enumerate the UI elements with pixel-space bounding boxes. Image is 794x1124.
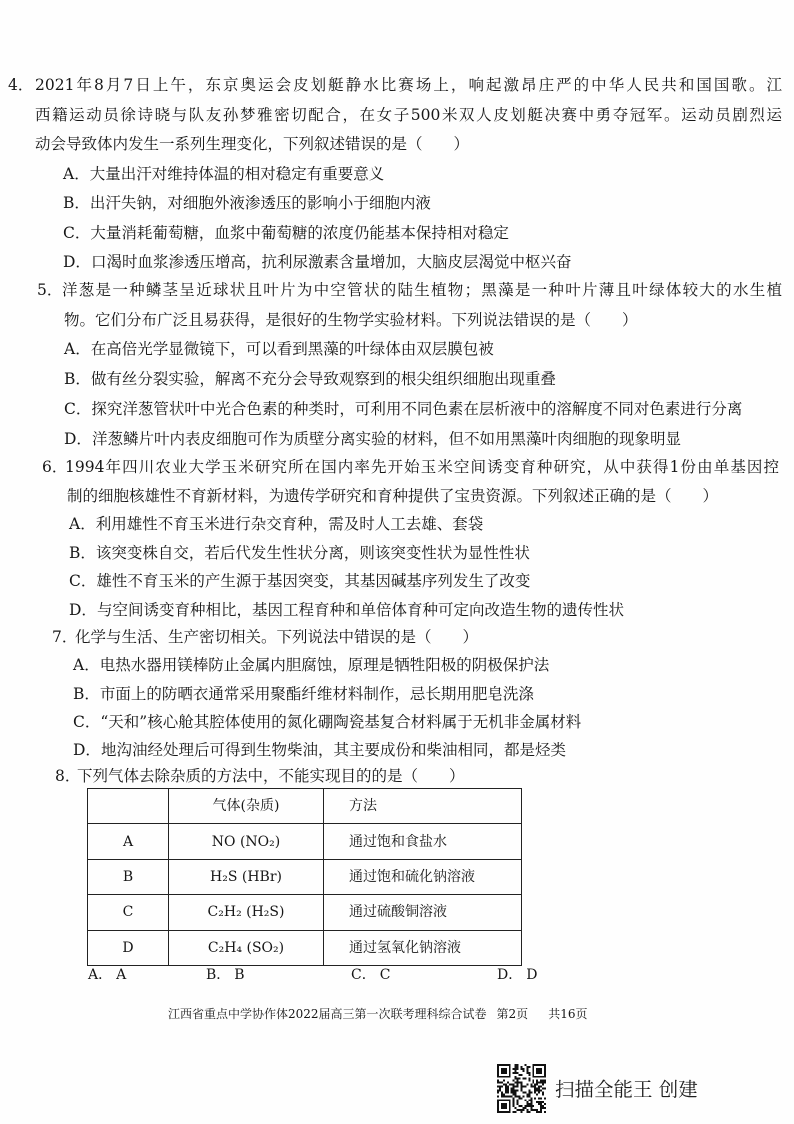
table-row — [88, 895, 522, 930]
question-stem-line — [42, 453, 779, 482]
question-8-choices — [88, 966, 537, 984]
option-d-label: D． — [69, 600, 97, 619]
option-b-label: B． — [73, 684, 100, 703]
choice-c-label: C． — [351, 967, 376, 983]
choice-c — [351, 966, 497, 984]
option-c-text: 探究洋葱管状叶中光合色素的种类时，可利用不同色素在层析液中的溶解度不同对色素进行分离 — [91, 399, 743, 418]
option-b-label: B． — [69, 543, 96, 562]
option-d-text: 与空间诱变育种相比，基因工程育种和单倍体育种可定向改造生物的遗传性状 — [96, 600, 624, 619]
question-number: 7． — [52, 628, 78, 646]
table-row — [88, 930, 522, 965]
table-cell-gas: C₂H₄ (SO₂) — [169, 930, 324, 965]
option-b-text: 该突变株自交，若后代发生性状分离，则该突变性状为显性性状 — [95, 543, 530, 562]
question-stem-line — [8, 130, 782, 160]
question-stem-line — [37, 306, 782, 336]
option-d-text: 地沟油经处理后可得到生物柴油，其主要成份和柴油相同，都是烃类 — [100, 741, 566, 760]
question-7 — [52, 623, 772, 764]
option-c-label: C． — [69, 572, 97, 591]
option-c — [42, 567, 779, 596]
option-c-label: C． — [64, 399, 92, 418]
question-stem-text: 2021年8月7日上午，东京奥运会皮划艇静水比赛场上，响起激昂庄严的中华人民共和国国歌。江 — [35, 76, 782, 94]
choice-b-label: B． — [206, 967, 231, 983]
table-row — [88, 859, 522, 894]
option-d — [8, 248, 782, 278]
table-cell-option: D — [88, 930, 169, 965]
option-a-label: A． — [73, 656, 100, 675]
table-cell-method: 通过饱和食盐水 — [324, 824, 522, 859]
option-d — [42, 596, 779, 625]
option-b — [42, 539, 779, 568]
option-a-label: A． — [64, 340, 91, 359]
footer-page-number: 第2页 — [496, 1007, 529, 1021]
choice-a — [88, 966, 206, 984]
option-b-label: B． — [63, 194, 90, 212]
option-b — [8, 189, 782, 219]
question-stem-line — [52, 623, 772, 651]
option-c — [37, 395, 782, 425]
table-cell-option: A — [88, 824, 169, 859]
page-footer — [168, 1006, 587, 1022]
option-a-text: 电热水器用镁棒防止金属内胆腐蚀，原理是牺牲阳极的阴极保护法 — [99, 656, 550, 675]
option-a — [8, 160, 782, 190]
option-a — [37, 335, 782, 365]
option-a-text: 利用雄性不育玉米进行杂交育种，需及时人工去雄、套袋 — [95, 515, 484, 534]
table-cell-method: 通过硫酸铜溶液 — [324, 895, 522, 930]
option-d-label: D． — [64, 429, 92, 448]
question-stem-text: 制的细胞核雄性不育新材料，为遗传学研究和育种提供了宝贵资源。下列叙述正确的是（ ） — [67, 486, 719, 505]
option-d-label: D． — [63, 253, 91, 271]
option-a-text: 在高倍光学显微镜下，可以看到黑藻的叶绿体由双层膜包被 — [90, 340, 494, 359]
table-cell-gas: H₂S (HBr) — [169, 859, 324, 894]
option-b-label: B． — [64, 370, 91, 389]
choice-d-text: D — [526, 967, 538, 983]
option-d — [52, 736, 772, 764]
question-stem-text: 动会导致体内发生一系列生理变化，下列叙述错误的是（ ） — [35, 135, 470, 153]
option-d — [37, 425, 782, 455]
table-row — [88, 824, 522, 859]
option-b-text: 出汗失钠，对细胞外液渗透压的影响小于细胞内液 — [89, 194, 431, 212]
question-5 — [37, 276, 782, 454]
question-number: 8． — [55, 767, 81, 785]
option-c-text: “天和”核心舱其腔体使用的氮化硼陶瓷基复合材料属于无机非金属材料 — [100, 712, 582, 731]
table-cell-method: 通过饱和硫化钠溶液 — [324, 859, 522, 894]
question-stem-text: 化学与生活、生产密切相关。下列说法中错误的是（ ） — [75, 628, 479, 646]
table-header-method: 方法 — [324, 789, 522, 824]
option-d-text: 口渴时血浆渗透压增高，抗利尿激素含量增加，大脑皮层渴觉中枢兴奋 — [90, 253, 572, 271]
option-b — [37, 365, 782, 395]
question-6 — [42, 453, 779, 625]
option-c — [52, 708, 772, 736]
option-d-label: D． — [73, 741, 101, 760]
qr-code-icon — [497, 1064, 546, 1113]
question-4 — [8, 71, 782, 278]
question-stem-text: 下列气体去除杂质的方法中，不能实现目的的是（ ） — [77, 767, 465, 785]
option-a-text: 大量出汗对维持体温的相对稳定有重要意义 — [89, 164, 385, 183]
choice-d-label: D． — [497, 967, 523, 983]
question-stem-line — [55, 762, 755, 790]
choice-c-text: C — [379, 967, 391, 983]
table-cell-gas: NO (NO₂) — [169, 824, 324, 859]
question-number: 6． — [42, 458, 68, 476]
option-b-text: 做有丝分裂实验，解离不充分会导致观察到的根尖组织细胞出现重叠 — [90, 370, 556, 389]
question-stem-text: 1994年四川农业大学玉米研究所在国内率先开始玉米空间诱变育种研究，从中获得1份由单基因控 — [65, 458, 779, 476]
question-stem-text: 物。它们分布广泛且易获得，是很好的生物学实验材料。下列说法错误的是（ ） — [64, 310, 638, 329]
footer-total-pages: 共16页 — [548, 1007, 588, 1021]
option-a-label: A． — [69, 515, 96, 534]
option-a — [42, 510, 779, 539]
table-header-blank-cell — [88, 789, 169, 824]
question-number: 4． — [8, 76, 34, 94]
option-c-label: C． — [63, 223, 91, 242]
question-stem-line — [8, 101, 782, 131]
choice-a-label: A． — [88, 967, 113, 983]
option-a — [52, 651, 772, 679]
footer-exam-title: 江西省重点中学协作体2022届高三第一次联考理科综合试卷 — [168, 1007, 487, 1021]
option-b-text: 市面上的防晒衣通常采用聚酯纤维材料制作，忌长期用肥皂洗涤 — [99, 684, 534, 703]
choice-b-text: B — [234, 967, 245, 983]
question-stem-text: 洋葱是一种鳞茎呈近球状且叶片为中空管状的陆生植物；黑藻是一种叶片薄且叶绿体较大的水生植 — [62, 281, 782, 299]
choice-b — [206, 966, 351, 984]
gas-impurity-table — [87, 788, 522, 966]
option-b — [52, 680, 772, 708]
question-stem-text: 西籍运动员徐诗晓与队友孙梦雅密切配合，在女子500米双人皮划艇决赛中勇夺冠军。运动员剧烈运 — [35, 105, 782, 124]
table-cell-option: C — [88, 895, 169, 930]
question-stem-line — [42, 482, 779, 511]
table-cell-gas: C₂H₂ (H₂S) — [169, 895, 324, 930]
option-d-text: 洋葱鳞片叶内表皮细胞可作为质壁分离实验的材料，但不如用黑藻叶肉细胞的现象明显 — [91, 429, 681, 448]
option-a-label: A． — [63, 164, 90, 183]
table-cell-method: 通过氢氧化钠溶液 — [324, 930, 522, 965]
choice-a-text: A — [116, 967, 127, 983]
table-header-gas: 气体(杂质) — [169, 789, 324, 824]
option-c-label: C． — [73, 712, 101, 731]
question-stem-line — [8, 71, 782, 101]
question-stem-line — [37, 276, 782, 306]
scanner-credit-text: 扫描全能王 创建 — [555, 1078, 698, 1101]
table-header-row — [88, 789, 522, 824]
option-c-text: 雄性不育玉米的产生源于基因突变，其基因碱基序列发生了改变 — [96, 572, 531, 591]
table-cell-option: B — [88, 859, 169, 894]
question-8 — [55, 762, 755, 790]
choice-d — [497, 966, 537, 984]
question-number: 5． — [37, 281, 63, 299]
option-c-text: 大量消耗葡萄糖，血浆中葡萄糖的浓度仍能基本保持相对稳定 — [90, 223, 509, 242]
option-c — [8, 219, 782, 249]
